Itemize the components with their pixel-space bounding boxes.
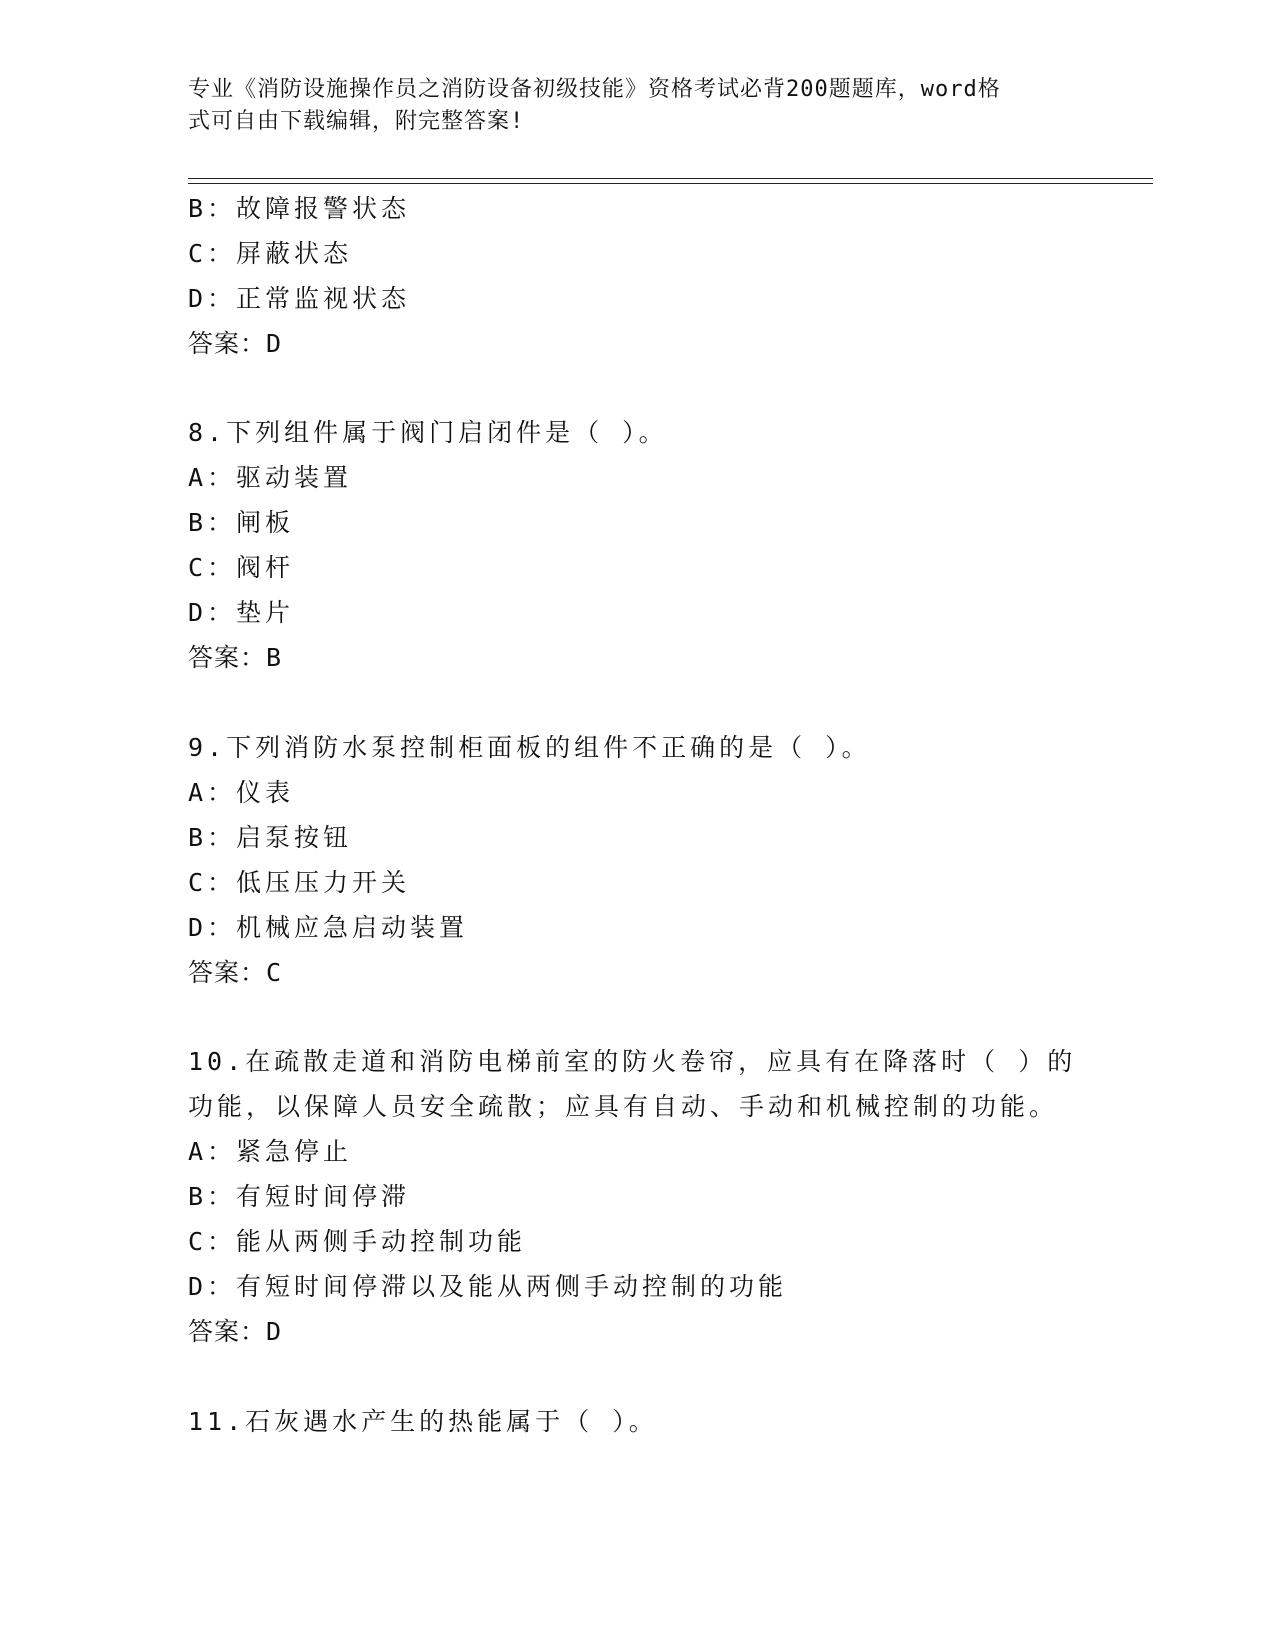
q10-option-a: A：紧急停止	[188, 1137, 353, 1166]
q8-stem: 8.下列组件属于阀门启闭件是（ ）。	[188, 418, 668, 447]
prev-answer: 答案：D	[188, 329, 283, 358]
prev-option-d: D：正常监视状态	[188, 284, 411, 313]
header-divider-bottom	[188, 183, 1153, 184]
q8-option-c: C：阀杆	[188, 553, 295, 582]
header-divider-top	[188, 178, 1153, 179]
q10-option-b: B：有短时间停滞	[188, 1182, 411, 1211]
q8-option-a: A：驱动装置	[188, 463, 353, 492]
q9-stem: 9.下列消防水泵控制柜面板的组件不正确的是（ ）。	[188, 733, 871, 762]
q10-option-c: C：能从两侧手动控制功能	[188, 1227, 527, 1256]
q9-option-b: B：启泵按钮	[188, 823, 353, 852]
q9-option-c: C：低压压力开关	[188, 868, 411, 897]
q10-answer: 答案：D	[188, 1317, 283, 1346]
q11-stem: 11.石灰遇水产生的热能属于（ ）。	[188, 1407, 658, 1436]
document-header	[188, 74, 1068, 138]
q10-stem-line-1: 10.在疏散走道和消防电梯前室的防火卷帘，应具有在降落时（ ）的	[188, 1047, 1077, 1076]
q10-option-d: D：有短时间停滞以及能从两侧手动控制的功能	[188, 1272, 788, 1301]
q8-option-b: B：闸板	[188, 508, 295, 537]
q10-stem-line-2: 功能，以保障人员安全疏散；应具有自动、手动和机械控制的功能。	[188, 1092, 1059, 1121]
header-line-2: 式可自由下载编辑，附完整答案!	[188, 109, 525, 134]
prev-option-c: C：屏蔽状态	[188, 239, 353, 268]
header-line-1: 专业《消防设施操作员之消防设备初级技能》资格考试必背200题题库，word格	[188, 77, 1001, 102]
q8-answer: 答案：B	[188, 643, 283, 672]
q9-option-a: A：仪表	[188, 778, 295, 807]
q9-option-d: D：机械应急启动装置	[188, 913, 469, 942]
q8-option-d: D：垫片	[188, 598, 295, 627]
prev-option-b: B：故障报警状态	[188, 194, 411, 223]
q9-answer: 答案：C	[188, 958, 283, 987]
